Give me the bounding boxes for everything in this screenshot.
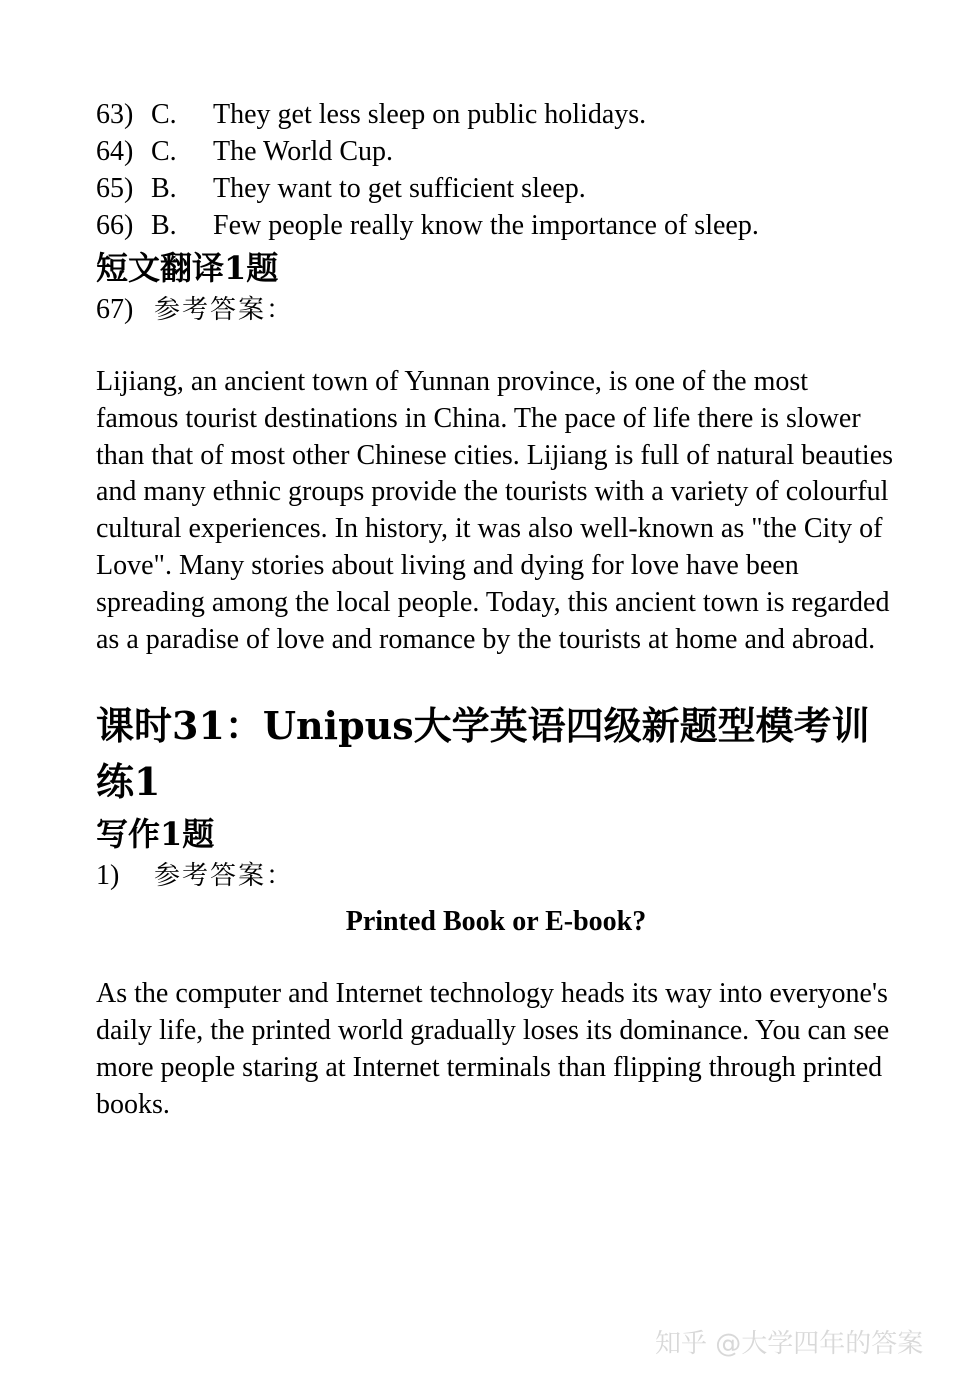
answer-row [96,133,896,170]
answer-text: Few people really know the importance of sleep. [213,210,759,241]
answer-text: They want to get sufficient sleep. [213,173,586,204]
translation-reference-label [96,290,896,330]
reference-text: 参考答案： [154,295,295,325]
answer-list [96,96,896,244]
essay-title: Printed Book or E-book? [345,906,647,938]
watermark: 知乎 @大学四年的答案 [655,1329,924,1359]
answer-row [96,207,896,244]
answer-row [96,170,896,207]
answer-number: 64) [96,136,134,167]
essay-paragraph: As the computer and Internet technology heads its way into everyone's daily life, the printed world gradually loses its dominance. You can see more people staring at Internet terminals than flipping through printed books. [96,978,890,1120]
answer-letter: C. [151,99,177,130]
lesson-title: 课时31：Unipus大学英语四级新题型模考训练1 [96,703,870,805]
writing-reference-label [96,856,896,896]
answer-number: 66) [96,210,134,241]
reference-text: 参考答案： [154,861,295,892]
answer-row [96,96,896,133]
answer-letter: B. [151,173,177,204]
translation-heading: 短文翻译1题 [96,249,279,287]
reference-number: 67) [96,294,134,325]
translation-paragraph: Lijiang, an ancient town of Yunnan province, is one of the most famous tourist destinations in China. The pace of life there is slower than that of most other Chinese cities. Lijiang is full of natural beauties and many ethnic groups provide the tourists with a variety of colourful cultural experiences. In history, it was also well-known as "the City of Love". Many stories about living and dying for love have been spreading among the local people. Today, this ancient town is regarded as a paradise of love and romance by the tourists at home and abroad. [96,366,894,655]
answer-letter: B. [151,210,177,241]
answer-number: 63) [96,99,134,130]
answer-text: They get less sleep on public holidays. [213,99,647,130]
answer-text: The World Cup. [213,136,393,167]
writing-heading: 写作1题 [96,815,215,854]
answer-letter: C. [151,136,177,167]
reference-number: 1) [96,860,120,892]
document-page [96,96,896,1124]
answer-number: 65) [96,173,134,204]
